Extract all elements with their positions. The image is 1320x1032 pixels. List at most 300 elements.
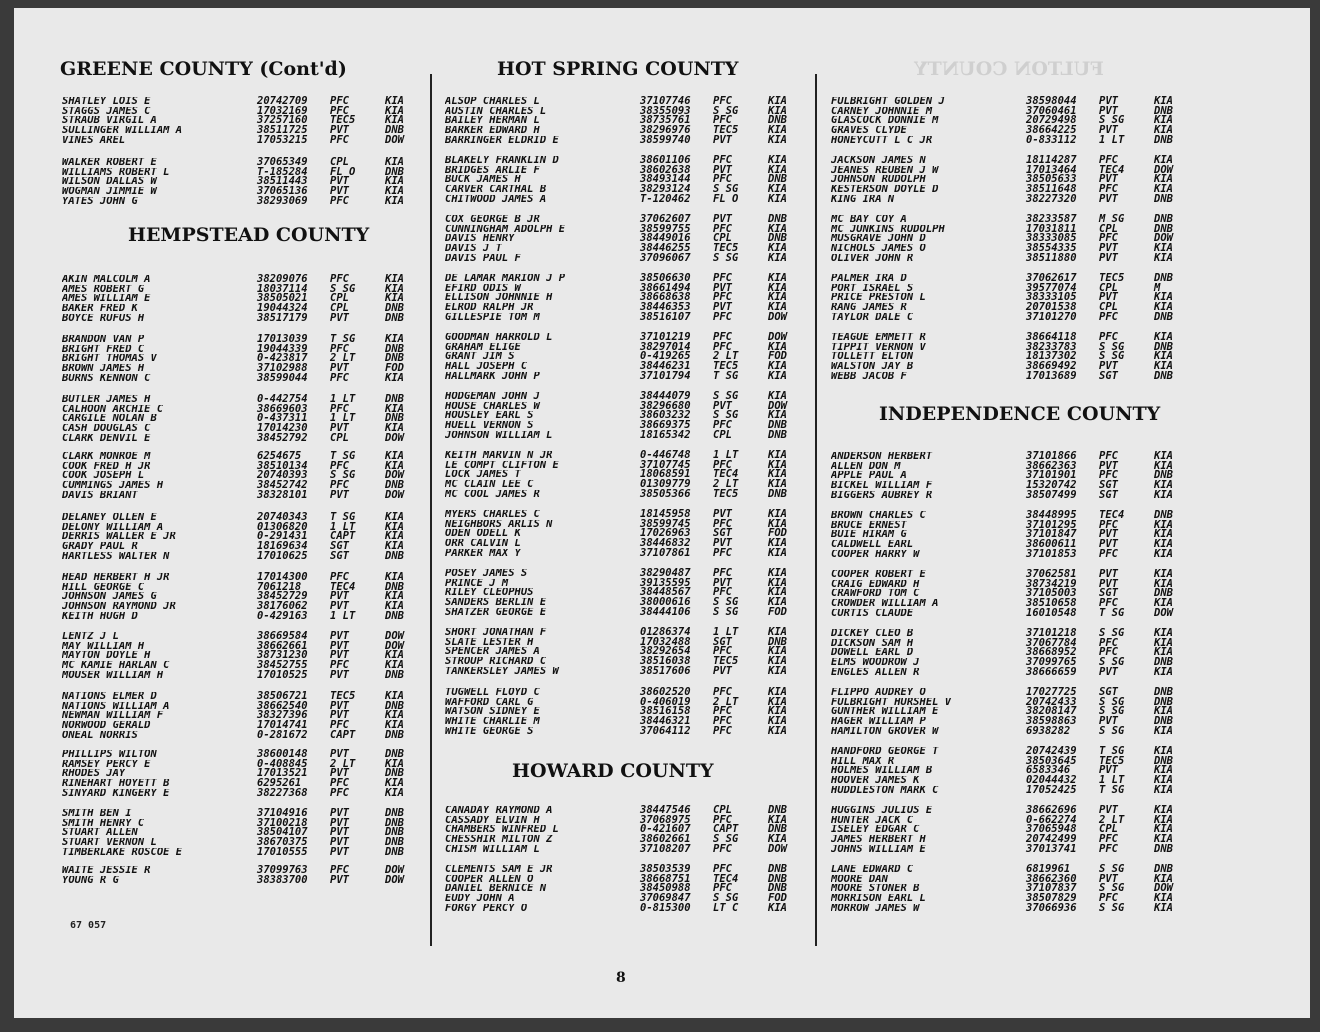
soldier-name: SHATZER GEORGE E [445,607,547,618]
status: DNB [1154,104,1173,117]
roster-group [831,570,1211,618]
rank: PVT [1099,538,1118,551]
status: DNB [768,114,787,127]
status: KIA [1154,665,1173,678]
rank: TEC5 [1099,272,1125,284]
serial-number: 37065136 [257,185,308,198]
rank: T SG [713,369,739,382]
rank: CPL [1099,823,1118,836]
status: DNB [768,428,787,441]
serial-number: 39577074 [1026,281,1077,294]
serial-number: 6819961 [1026,863,1071,875]
status: KIA [1154,627,1173,639]
status: DNB [768,863,787,875]
status: KIA [1154,450,1173,462]
status: DNB [768,882,787,895]
soldier-name: BRANDON VAN P [62,335,145,345]
rank: S SG [713,892,739,905]
serial-number: 38209076 [257,273,308,285]
soldier-name: MYERS CHARLES C [445,510,540,520]
status: KIA [1154,833,1173,846]
rank: S SG [1099,656,1125,669]
rank: TEC5 [330,690,356,702]
rank: PFC [713,863,732,875]
rank: S SG [1099,901,1125,914]
status: DNB [385,668,404,681]
status: KIA [385,371,404,384]
status: DNB [385,302,404,315]
status: KIA [768,449,787,461]
serial-number: 38669375 [640,419,691,432]
rank: PVT [330,590,349,603]
rank: PFC [713,114,732,127]
roster-group [445,569,825,617]
soldier-name: HOLMES WILLIAM B [831,766,933,777]
rank: LT C [713,901,739,914]
status: DNB [768,804,787,816]
status: DNB [385,699,404,712]
soldier-name: YATES JOHN G [62,196,138,207]
rank: S SG [1099,882,1125,895]
rank: T SG [1099,606,1125,619]
rank: FL O [713,192,739,205]
serial-number: 38734219 [1026,577,1077,590]
roster-row [445,546,825,559]
serial-number: 37065948 [1026,823,1077,836]
rank: PVT [330,124,349,137]
status: KIA [385,786,404,799]
soldier-name: CRAIG EDWARD H [831,579,920,590]
status: DNB [1154,695,1173,708]
soldier-name: BRUCE ERNEST [831,520,907,531]
status: KIA [385,273,404,285]
rank: S SG [1099,350,1125,363]
status: KIA [385,114,404,127]
serial-number: 0-291431 [257,530,308,543]
soldier-name: COOPER ROBERT E [831,570,926,580]
soldier-name: BUIE HIRAM G [831,530,907,541]
rank: TEC5 [713,655,739,668]
serial-number: 38444106 [640,605,691,618]
status: M [1154,281,1161,294]
soldier-name: SPENCER JAMES A [445,647,540,658]
soldier-name: SHATLEY LOIS E [62,97,151,107]
soldier-name: LOCK JAMES T [445,470,521,481]
soldier-name: STRAUB VIRGIL A [62,116,157,127]
roster-row [831,369,1211,382]
status: DOW [385,630,404,642]
soldier-name: FLIPPO AUDREY O [831,688,926,698]
soldier-name: WHITE GEORGE S [445,726,534,737]
soldier-name: DAVIS BRIANT [62,490,138,501]
serial-number: 20742709 [257,95,308,107]
status: KIA [768,192,787,205]
roster-row [445,724,825,737]
status: DNB [385,826,404,839]
soldier-name: WILLIAMS ROBERT L [62,167,170,178]
soldier-name: DANIEL BERNICE N [445,884,547,895]
rank: S SG [1099,695,1125,708]
status: KIA [768,272,787,284]
rank: 2 LT [330,757,356,770]
soldier-name: ENGLES ALLEN R [831,667,920,678]
rank: PVT [713,133,732,146]
status: DNB [1154,754,1173,767]
status: KIA [768,360,787,373]
soldier-name: AMES WILLIAM E [62,294,151,305]
soldier-name: TAYLOR DALE C [831,312,914,323]
serial-number: 38452742 [257,479,308,492]
rank: PVT [330,668,349,681]
roster-row [62,728,442,741]
status: KIA [385,590,404,603]
status: KIA [1154,745,1173,757]
rank: 2 LT [1099,813,1125,826]
serial-number: 38449016 [640,232,691,245]
rank: S SG [713,833,739,846]
serial-number: 38599044 [257,371,308,384]
soldier-name: BAKER FRED K [62,304,138,314]
soldier-name: MC KAMIE HARLAN C [62,661,170,671]
rank: S SG [1099,863,1125,875]
status: KIA [1154,242,1173,255]
status: DOW [1154,882,1173,895]
serial-number: 38661494 [640,281,691,294]
serial-number: 38599755 [640,222,691,235]
serial-number: 38448567 [640,586,691,599]
status: KIA [1154,95,1173,107]
serial-number: 20742499 [1026,833,1077,846]
page-number: 8 [616,970,626,986]
soldier-name: HALL JOSEPH C [445,362,528,372]
rank: PVT [330,873,349,886]
soldier-name: WALSTON JAY B [831,362,914,372]
soldier-name: PHILLIPS WILTON [62,750,157,760]
soldier-name: COOPER ALLEN O [445,874,534,885]
rank: PVT [330,185,349,198]
rank: CPL [330,302,349,315]
rank: PVT [1099,804,1118,816]
serial-number: 20742433 [1026,695,1077,708]
rank: M SG [1099,213,1125,225]
status: KIA [1154,636,1173,649]
rank: T SG [1099,745,1125,757]
soldier-name: HILL GEORGE C [62,582,145,593]
status: KIA [1154,901,1173,914]
status: KIA [1154,479,1173,492]
rank: PVT [330,422,349,435]
soldier-name: JOHNS WILLIAM E [831,844,926,855]
soldier-name: NICHOLS JAMES O [831,244,926,254]
roster-row [445,369,825,382]
status: KIA [768,95,787,107]
rank: PFC [713,173,732,186]
serial-number: 38602520 [640,686,691,698]
status: KIA [768,517,787,530]
rank: FL O [330,165,356,178]
soldier-name: KEITH HUGH D [62,611,138,622]
rank: TEC5 [713,360,739,373]
soldier-name: HUELL VERNON S [445,421,534,431]
rank: PVT [330,699,349,712]
serial-number: 38599745 [640,517,691,530]
serial-number: 38448995 [1026,509,1077,521]
rank: TEC4 [1099,163,1125,176]
serial-number: 37099763 [257,864,308,876]
rank: PFC [713,458,732,471]
rank: PFC [1099,636,1118,649]
rank: PFC [713,645,732,658]
county-heading: GREENE COUNTY (Cont'd) [60,58,347,80]
roster-group [62,97,442,145]
soldier-name: CLEMENTS SAM E JR [445,865,553,875]
roster-group [831,688,1211,736]
soldier-name: NEIGHBORS ARLIS N [445,519,553,530]
rank: TEC5 [330,114,356,127]
soldier-name: HEAD HERBERT H JR [62,573,170,583]
soldier-name: GRAHAM ELIGE [445,342,521,353]
rank: PFC [330,659,349,672]
soldier-name: MC CLAIN LEE C [445,480,534,490]
serial-number: 17010525 [257,668,308,681]
soldier-name: GRADY PAUL R [62,542,138,552]
serial-number: 37060461 [1026,104,1077,117]
status: KIA [1154,597,1173,610]
roster-group [62,452,442,500]
soldier-name: BROWN CHARLES C [831,511,926,521]
rank: PVT [330,748,349,760]
status: KIA [1154,724,1173,737]
serial-number: 6583346 [1026,764,1071,777]
rank: SGT [1099,479,1118,492]
rank: PFC [1099,154,1118,166]
footer-code: 67 057 [70,920,107,931]
roster-group [445,333,825,381]
soldier-name: HALLMARK JOHN P [445,371,540,382]
roster-group [831,333,1211,381]
roster-row [445,664,825,677]
soldier-name: LANE EDWARD C [831,865,914,875]
rank: PVT [1099,192,1118,205]
rank: PFC [713,586,732,599]
rank: 2 LT [713,478,739,491]
status: FOD [768,605,787,618]
serial-number: 38731230 [257,649,308,662]
rank: PFC [1099,547,1118,560]
county-heading: HOWARD COUNTY [512,760,714,782]
soldier-name: BICKEL WILLIAM F [831,481,933,491]
soldier-name: WATSON SIDNEY E [445,707,540,718]
status: KIA [768,133,787,146]
soldier-name: CHITWOOD JAMES A [445,194,547,205]
status: KIA [768,458,787,471]
soldier-name: GILLESPIE TOM M [445,312,540,323]
status: KIA [1154,114,1173,127]
rank: PVT [330,836,349,849]
serial-number: 38668638 [640,291,691,304]
roster-group [831,806,1211,854]
soldier-name: VINES AREL [62,135,126,146]
rank: SGT [1099,587,1118,600]
status: KIA [768,222,787,235]
roster-row [831,133,1211,146]
soldier-name: RANG JAMES R [831,303,907,313]
status: DNB [768,823,787,836]
rank: 2 LT [330,352,356,365]
rank: PVT [1099,872,1118,885]
rank: PFC [713,95,732,107]
roster-row [62,845,442,858]
serial-number: 20729498 [1026,114,1077,127]
serial-number: 38669492 [1026,360,1077,373]
serial-number: 38293069 [257,194,308,207]
rank: PVT [713,213,732,225]
status: KIA [768,183,787,196]
rank: PFC [330,571,349,583]
status: KIA [1154,528,1173,541]
status: DNB [385,580,404,593]
serial-number: 37101866 [1026,450,1077,462]
soldier-name: HILL MAX R [831,756,895,767]
soldier-name: WEBB JACOB F [831,371,907,382]
roster-row [831,488,1211,501]
serial-number: 37100218 [257,816,308,829]
soldier-name: GUNTHER WILLIAM E [831,707,939,718]
soldier-name: MUSGRAVE JOHN D [831,234,926,245]
serial-number: 38511880 [1026,251,1077,264]
serial-number: 37257160 [257,114,308,127]
soldier-name: JEANES REUBEN J W [831,165,939,176]
rank: PFC [713,813,732,826]
rank: PFC [330,719,349,732]
soldier-name: JOHNSON RAYMOND JR [62,602,176,612]
status: KIA [385,719,404,732]
soldier-name: SLATE LESTER H [445,637,534,648]
rank: T SG [1099,783,1125,796]
serial-number: 38452729 [257,590,308,603]
rank: PFC [330,786,349,799]
rank: SGT [330,549,349,562]
status: KIA [768,705,787,718]
soldier-name: PRICE PRESTON L [831,293,926,304]
rank: PVT [330,826,349,839]
serial-number: 38603232 [640,409,691,422]
status: KIA [1154,173,1173,186]
rank: PFC [713,154,732,166]
soldier-name: NEWMAN WILLIAM F [62,711,164,722]
soldier-name: BOYCE RUFUS H [62,313,145,324]
serial-number: 18137302 [1026,350,1077,363]
soldier-name: BLAKELY FRANKLIN D [445,156,559,166]
roster-row [62,311,442,324]
soldier-name: BRIDGES ARLIE F [445,165,540,176]
soldier-name: CARNEY JOHNNIE M [831,106,933,117]
rank: PFC [713,419,732,432]
soldier-name: STROUP RICHARD C [445,657,547,667]
soldier-name: JACKSON JAMES N [831,156,926,166]
soldier-name: NORWOOD GERALD [62,721,151,731]
soldier-name: TIPPIT VERNON V [831,342,926,353]
rank: PFC [330,194,349,207]
soldier-name: STUART VERNON L [62,838,157,848]
rank: T SG [330,333,356,345]
rank: PFC [713,882,732,895]
roster-row [831,901,1211,914]
serial-number: 38505021 [257,292,308,305]
soldier-name: HOUSE CHARLES W [445,401,540,412]
status: KIA [385,95,404,107]
rank: PVT [1099,528,1118,541]
soldier-name: DE LAMAR MARION J P [445,274,566,284]
soldier-name: CUMMINGS JAMES H [62,481,164,491]
rank: SGT [330,540,349,553]
serial-number: 20740393 [257,469,308,482]
serial-number: 37105003 [1026,587,1077,600]
roster-row [445,133,825,146]
soldier-name: CALDWELL EARL [831,540,914,550]
rank: PVT [1099,173,1118,186]
soldier-name: NATIONS WILLIAM A [62,701,170,712]
soldier-name: MOORE DAN [831,874,888,885]
rank: S SG [713,390,739,402]
rank: PVT [330,488,349,501]
soldier-name: WOGMAN JIMMIE W [62,187,157,197]
status: KIA [1154,251,1173,264]
serial-number: 38446832 [640,537,691,550]
rank: 1 LT [330,412,356,425]
serial-number: 19044324 [257,302,308,315]
status: KIA [768,576,787,589]
status: FOD [768,892,787,905]
rank: TEC5 [713,124,739,137]
serial-number: 37102988 [257,362,308,375]
roster-row [831,724,1211,737]
serial-number: 37065349 [257,156,308,168]
rank: S SG [713,605,739,618]
soldier-name: CASH DOUGLAS C [62,424,151,434]
rank: CAPT [713,823,739,836]
status: KIA [385,530,404,543]
status: KIA [1154,646,1173,659]
rank: T SG [330,511,356,523]
status: KIA [768,301,787,314]
soldier-name: DELANEY OLLEN E [62,513,157,523]
soldier-name: DAVIS J T [445,244,502,254]
status: DNB [385,816,404,829]
soldier-name: RILEY CLEOPHUS [445,588,534,599]
roster-row [62,133,442,146]
soldier-name: RINEHART HOYETT B [62,779,170,789]
soldier-name: WILSON DALLAS W [62,177,157,188]
soldier-name: TIMBERLAKE ROSCOE E [62,847,183,858]
serial-number: 17010625 [257,549,308,562]
serial-number: 38446353 [640,301,691,314]
serial-number: 37069847 [640,892,691,905]
soldier-name: JOHNSON WILLIAM L [445,430,553,441]
status: KIA [1154,350,1173,363]
soldier-name: HOOVER JAMES K [831,776,920,786]
status: KIA [385,450,404,462]
soldier-name: BUTLER JAMES H [62,395,151,405]
status: KIA [1154,124,1173,137]
status: KIA [385,104,404,117]
serial-number: 38668751 [640,872,691,885]
status: DNB [385,393,404,405]
status: KIA [768,468,787,481]
status: DOW [768,331,787,343]
soldier-name: AMES ROBERT G [62,284,145,295]
soldier-name: HODGEMAN JOHN J [445,392,540,402]
